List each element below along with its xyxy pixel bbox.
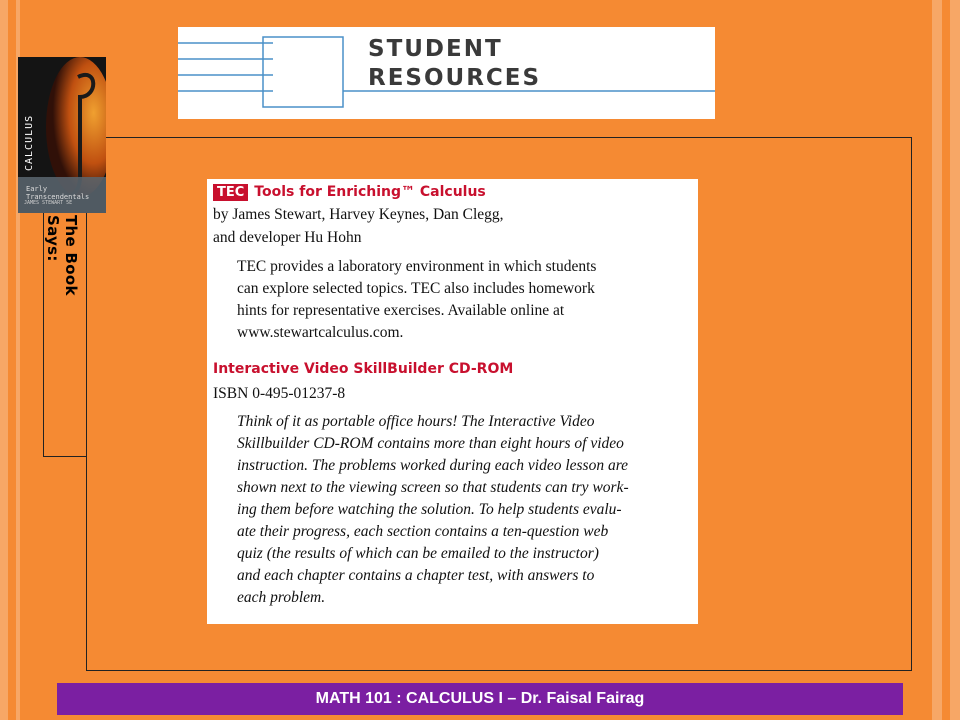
tec-desc-line: hints for representative exercises. Available online at: [237, 302, 565, 319]
tec-desc-line: www.stewartcalculus.com.: [237, 324, 404, 341]
cd-desc-line: each problem.: [237, 589, 326, 606]
tec-title: Tools for Enriching™ Calculus: [254, 184, 486, 201]
banner-title: [368, 35, 541, 93]
tec-desc-line: can explore selected topics. TEC also includes homework: [237, 280, 595, 297]
cd-rom-isbn: ISBN 0-495-01237-8: [213, 385, 346, 402]
book-excerpt: [207, 179, 698, 624]
tec-heading: [213, 183, 486, 203]
left-stripe-light: [0, 0, 8, 720]
cd-desc-line: Think of it as portable office hours! The Interactive Video: [237, 413, 595, 430]
right-stripe-light: [932, 0, 942, 720]
right-stripe-dark: [942, 0, 950, 720]
side-label: The Book Says:: [44, 215, 80, 296]
footer-bar: [57, 683, 903, 715]
cd-rom-title: Interactive Video SkillBuilder CD-ROM: [213, 361, 514, 377]
right-stripe-inner: [950, 0, 960, 720]
book-subtitle: Early Transcendentals: [26, 185, 90, 201]
cd-desc-line: ate their progress, each section contains a ten-question web: [237, 523, 609, 540]
cd-desc-line: quiz (the results of which can be emailed to the instructor): [237, 545, 599, 562]
tec-desc-line: TEC provides a laboratory environment in which students: [237, 258, 597, 275]
calculus-book-cover: [18, 57, 106, 213]
book-author: JAMES STEWART 5E: [24, 200, 73, 206]
banner-title-line2: RESOURCES: [368, 65, 542, 91]
cd-desc-line: Skillbuilder CD-ROM contains more than eight hours of video: [237, 435, 624, 452]
footer-course-title: MATH 101 : CALCULUS I – Dr. Faisal Fairag: [315, 690, 645, 707]
book-title: CALCULUS: [24, 114, 35, 171]
cd-desc-line: and each chapter contains a chapter test, with answers to: [237, 567, 595, 584]
cd-desc-line: ing them before watching the solution. To help students evalu-: [237, 501, 622, 518]
banner-title-line1: STUDENT: [368, 36, 503, 62]
tec-badge: TEC: [213, 184, 248, 201]
tec-authors-line1: by James Stewart, Harvey Keynes, Dan Clegg,: [213, 206, 504, 223]
cd-desc-line: instruction. The problems worked during each video lesson are: [237, 457, 629, 474]
cd-desc-line: shown next to the viewing screen so that students can try work-: [237, 479, 629, 496]
left-stripe-dark: [8, 0, 16, 720]
tec-authors-line2: and developer Hu Hohn: [213, 229, 362, 246]
student-resources-banner: [178, 27, 715, 119]
